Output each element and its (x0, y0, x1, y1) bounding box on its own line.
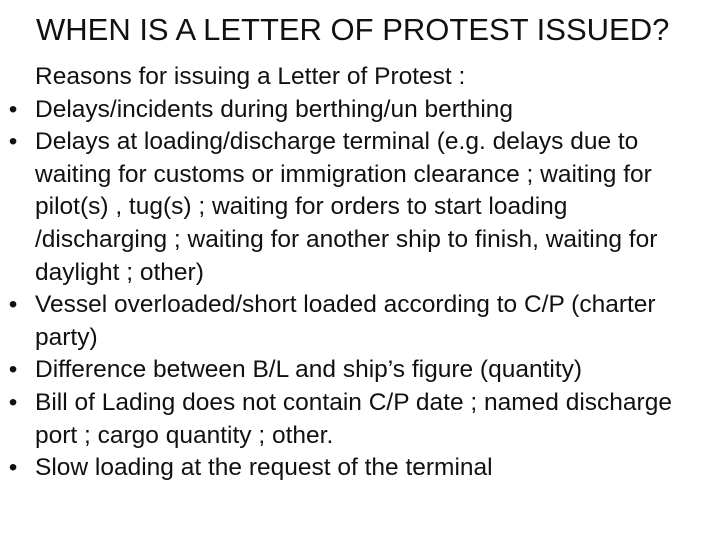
bullet-icon: • (8, 356, 18, 384)
bullet-item (0, 94, 712, 127)
intro-text: Reasons for issuing a Letter of Protest : (35, 63, 466, 90)
bullet-text: Delays/incidents during berthing/un berthing (35, 95, 514, 123)
bullet-text: Slow loading at the request of the terminal (35, 454, 493, 482)
bullet-icon: • (8, 388, 18, 416)
bullet-icon: • (8, 95, 18, 123)
bullet-text: Difference between B/L and ship’s figure (quantity) (35, 356, 583, 384)
slide-title: WHEN IS A LETTER OF PROTEST ISSUED? (36, 12, 670, 47)
slide-body (0, 61, 712, 485)
bullet-icon: • (8, 128, 18, 156)
bullet-item (0, 387, 712, 452)
bullet-text: Vessel overloaded/short loaded according to C/P (charter party) (35, 291, 656, 351)
bullet-icon: • (8, 454, 18, 482)
bullet-item (0, 126, 712, 289)
bullet-icon: • (8, 291, 18, 319)
bullet-text: Delays at loading/discharge terminal (e.g. delays due to waiting for customs or immigration clearance ; waiting for pilot(s) , tug(s) ; waiting for orders to start loading /discharging ; waiting for another ship to finish, waiting for daylight ; other) (35, 128, 658, 286)
bullet-item (0, 289, 712, 354)
bullet-list (0, 94, 712, 485)
bullet-item (0, 354, 712, 387)
bullet-text: Bill of Lading does not contain C/P date ; named discharge port ; cargo quantity ; other. (35, 388, 672, 449)
bullet-item (0, 452, 712, 485)
